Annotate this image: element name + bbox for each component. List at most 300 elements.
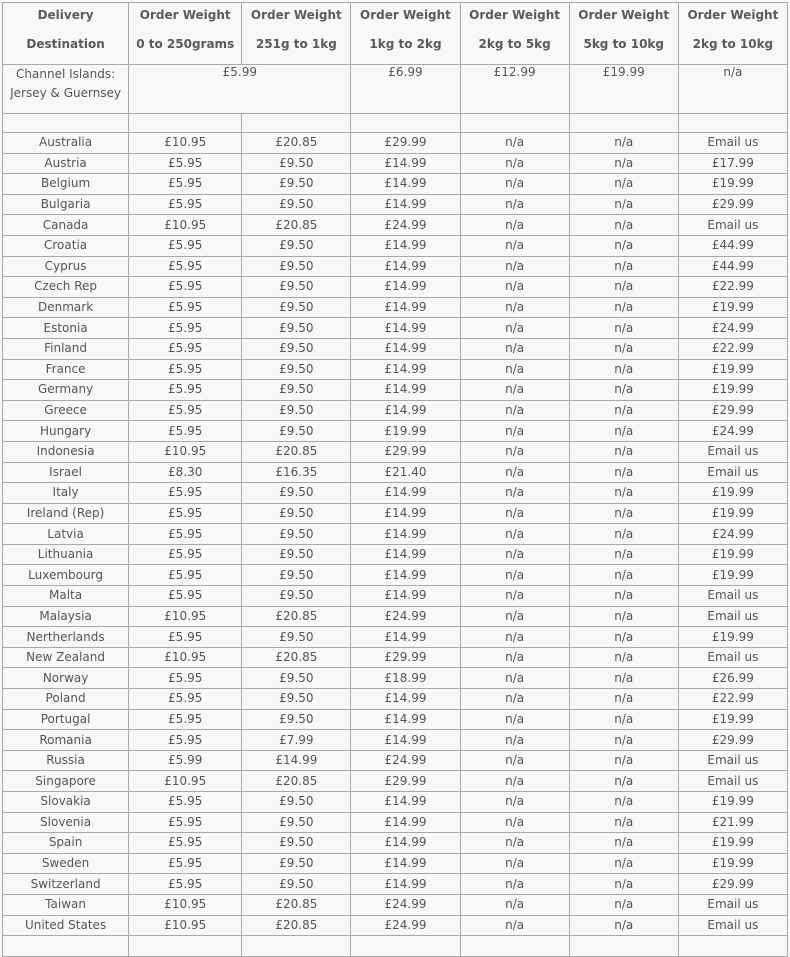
price-cell-1kg-2kg: £29.99 <box>351 771 460 792</box>
price-cell-0-250g: £5.95 <box>129 853 242 874</box>
price-cell-1kg-2kg: £19.99 <box>351 421 460 442</box>
empty-cell <box>569 936 678 957</box>
price-cell-0-250g: £5.95 <box>129 194 242 215</box>
price-cell-1kg-2kg: £14.99 <box>351 153 460 174</box>
price-cell-5kg-10kg: n/a <box>569 750 678 771</box>
destination-cell: Spain <box>3 833 129 854</box>
price-cell-2kg-10kg: £24.99 <box>678 421 787 442</box>
table-row <box>3 627 788 648</box>
price-cell-2kg-10kg: £24.99 <box>678 524 787 545</box>
price-cell-5kg-10kg: n/a <box>569 441 678 462</box>
table-row <box>3 277 788 298</box>
price-cell-2kg-5kg: n/a <box>460 874 569 895</box>
price-cell-251g-1kg: £9.50 <box>242 833 351 854</box>
price-cell-1kg-2kg: £14.99 <box>351 812 460 833</box>
price-cell-2kg-5kg: n/a <box>460 153 569 174</box>
price-cell-2kg-10kg: £19.99 <box>678 792 787 813</box>
price-cell-251g-1kg: £9.50 <box>242 586 351 607</box>
table-row <box>3 586 788 607</box>
price-cell-251g-1kg: £9.50 <box>242 709 351 730</box>
price-cell-1kg-2kg: £14.99 <box>351 277 460 298</box>
price-cell-0-250g: £5.95 <box>129 668 242 689</box>
table-row <box>3 894 788 915</box>
price-cell-1kg-2kg: £14.99 <box>351 380 460 401</box>
price-cell-2kg-10kg: Email us <box>678 441 787 462</box>
price-cell-2kg-10kg: £17.99 <box>678 153 787 174</box>
price-cell-2kg-5kg: n/a <box>460 277 569 298</box>
price-cell-5kg-10kg: n/a <box>569 318 678 339</box>
price-cell-0-250g: £8.30 <box>129 462 242 483</box>
price-cell-0-250g: £5.95 <box>129 174 242 195</box>
price-cell-2kg-5kg: n/a <box>460 441 569 462</box>
destination-cell: New Zealand <box>3 647 129 668</box>
table-row <box>3 792 788 813</box>
destination-cell: Australia <box>3 133 129 154</box>
destination-cell: Greece <box>3 400 129 421</box>
price-cell-0-250g: £10.95 <box>129 215 242 236</box>
price-cell-1kg-2kg: £14.99 <box>351 524 460 545</box>
price-cell-2kg-10kg: Email us <box>678 462 787 483</box>
price-cell-5kg-10kg: n/a <box>569 709 678 730</box>
price-cell-2kg-10kg: £19.99 <box>678 359 787 380</box>
price-cell-2kg-5kg: n/a <box>460 730 569 751</box>
delivery-rates-table <box>2 2 788 957</box>
destination-cell: Croatia <box>3 235 129 256</box>
destination-cell: Bulgaria <box>3 194 129 215</box>
price-cell-0-250g: £5.95 <box>129 235 242 256</box>
price-cell-1kg-2kg: £24.99 <box>351 750 460 771</box>
price-cell-1kg-2kg: £14.99 <box>351 297 460 318</box>
price-cell-251g-1kg: £9.50 <box>242 627 351 648</box>
price-cell-0-250g: £5.95 <box>129 524 242 545</box>
price-cell-2kg-5kg: n/a <box>460 338 569 359</box>
table-row <box>3 153 788 174</box>
destination-cell: Slovenia <box>3 812 129 833</box>
price-cell-2kg-5kg: n/a <box>460 400 569 421</box>
table-row <box>3 812 788 833</box>
price-cell-1kg-2kg: £14.99 <box>351 586 460 607</box>
empty-cell <box>351 114 460 133</box>
price-cell-2kg-10kg: £44.99 <box>678 256 787 277</box>
header-weight-1kg-2kg: Order Weight 1kg to 2kg <box>351 3 460 65</box>
price-cell-2kg-10kg: £19.99 <box>678 833 787 854</box>
destination-cell: Israel <box>3 462 129 483</box>
destination-cell: Canada <box>3 215 129 236</box>
price-cell-1kg-2kg: £14.99 <box>351 792 460 813</box>
price-cell-5kg-10kg: n/a <box>569 689 678 710</box>
price-cell-2kg-10kg: £19.99 <box>678 174 787 195</box>
destination-cell: United States <box>3 915 129 936</box>
price-cell-5kg-10kg: n/a <box>569 586 678 607</box>
price-cell-2kg-10kg: £22.99 <box>678 689 787 710</box>
price-cell-0-250g: £10.95 <box>129 894 242 915</box>
destination-cell: Channel Islands: Jersey & Guernsey <box>3 65 129 114</box>
price-cell-251g-1kg: £9.50 <box>242 318 351 339</box>
price-cell-2kg-5kg: n/a <box>460 359 569 380</box>
price-cell-2kg-5kg: n/a <box>460 235 569 256</box>
price-cell-2kg-5kg: n/a <box>460 503 569 524</box>
price-cell-5kg-10kg: n/a <box>569 194 678 215</box>
price-cell-0-250g: £5.95 <box>129 586 242 607</box>
header-weight-251g-1kg: Order Weight 251g to 1kg <box>242 3 351 65</box>
price-cell-251g-1kg: £9.50 <box>242 503 351 524</box>
destination-cell: Luxembourg <box>3 565 129 586</box>
price-cell-0-250g: £5.95 <box>129 503 242 524</box>
price-cell-5kg-10kg: n/a <box>569 915 678 936</box>
table-row <box>3 359 788 380</box>
table-row <box>3 853 788 874</box>
price-cell-1kg-2kg: £29.99 <box>351 441 460 462</box>
price-cell-5kg-10kg: n/a <box>569 668 678 689</box>
price-cell-1kg-2kg: £14.99 <box>351 689 460 710</box>
price-cell-0-250g: £5.95 <box>129 792 242 813</box>
empty-cell <box>460 114 569 133</box>
price-cell-5kg-10kg: n/a <box>569 462 678 483</box>
price-cell-2kg-5kg: n/a <box>460 421 569 442</box>
price-cell-0-250g: £5.95 <box>129 256 242 277</box>
table-row <box>3 400 788 421</box>
price-cell-2kg-10kg: £19.99 <box>678 709 787 730</box>
table-row <box>3 462 788 483</box>
price-cell-2kg-10kg: £21.99 <box>678 812 787 833</box>
price-cell-2kg-10kg: Email us <box>678 750 787 771</box>
price-cell-0-250g: £5.95 <box>129 565 242 586</box>
destination-cell: Austria <box>3 153 129 174</box>
price-cell-2kg-5kg: n/a <box>460 627 569 648</box>
price-cell-251g-1kg: £20.85 <box>242 894 351 915</box>
price-cell-2kg-10kg: £19.99 <box>678 627 787 648</box>
price-cell-0-250g: £10.95 <box>129 606 242 627</box>
price-cell-251g-1kg: £9.50 <box>242 524 351 545</box>
price-cell-2kg-5kg: n/a <box>460 194 569 215</box>
empty-cell <box>242 114 351 133</box>
price-cell-2kg-5kg: n/a <box>460 915 569 936</box>
table-row <box>3 338 788 359</box>
price-cell-5kg-10kg: n/a <box>569 133 678 154</box>
price-cell-1kg-2kg: £24.99 <box>351 606 460 627</box>
price-cell-2kg-5kg: n/a <box>460 812 569 833</box>
price-cell-251g-1kg: £9.50 <box>242 277 351 298</box>
table-row <box>3 133 788 154</box>
price-cell-1kg-2kg: £14.99 <box>351 874 460 895</box>
price-cell-5kg-10kg: n/a <box>569 421 678 442</box>
price-cell-5kg-10kg: n/a <box>569 853 678 874</box>
price-cell-2kg-10kg: £22.99 <box>678 277 787 298</box>
price-cell-0-250g: £10.95 <box>129 133 242 154</box>
table-row <box>3 647 788 668</box>
destination-cell: Sweden <box>3 853 129 874</box>
price-cell-251g-1kg: £9.50 <box>242 235 351 256</box>
price-cell-1kg-2kg: £14.99 <box>351 730 460 751</box>
price-cell-5kg-10kg: n/a <box>569 503 678 524</box>
price-cell-0-250g: £5.95 <box>129 421 242 442</box>
price-cell-0-250g: £5.95 <box>129 483 242 504</box>
table-row <box>3 421 788 442</box>
table-row <box>3 771 788 792</box>
empty-cell <box>569 114 678 133</box>
price-cell-2kg-10kg: Email us <box>678 215 787 236</box>
price-cell-2kg-10kg: n/a <box>678 65 787 114</box>
empty-cell <box>351 936 460 957</box>
price-cell-251g-1kg: £9.50 <box>242 338 351 359</box>
price-cell-1kg-2kg: £29.99 <box>351 647 460 668</box>
price-cell-2kg-5kg: n/a <box>460 565 569 586</box>
price-cell-251g-1kg: £9.50 <box>242 256 351 277</box>
destination-cell: Poland <box>3 689 129 710</box>
destination-cell: Romania <box>3 730 129 751</box>
price-cell-5kg-10kg: n/a <box>569 647 678 668</box>
table-row <box>3 380 788 401</box>
price-cell-0-250g: £5.95 <box>129 730 242 751</box>
price-cell-1kg-2kg: £29.99 <box>351 133 460 154</box>
destination-cell: Finland <box>3 338 129 359</box>
price-cell-2kg-5kg: n/a <box>460 174 569 195</box>
price-cell-1kg-2kg: £14.99 <box>351 235 460 256</box>
price-cell-2kg-5kg: n/a <box>460 380 569 401</box>
price-cell-2kg-10kg: £44.99 <box>678 235 787 256</box>
price-cell-1kg-2kg: £14.99 <box>351 565 460 586</box>
table-row <box>3 256 788 277</box>
price-cell-5kg-10kg: n/a <box>569 338 678 359</box>
price-cell-251g-1kg: £9.50 <box>242 359 351 380</box>
price-cell-251g-1kg: £9.50 <box>242 194 351 215</box>
price-cell-251g-1kg: £16.35 <box>242 462 351 483</box>
price-cell-2kg-5kg: n/a <box>460 215 569 236</box>
price-cell-2kg-10kg: £19.99 <box>678 565 787 586</box>
price-cell-2kg-5kg: n/a <box>460 318 569 339</box>
price-cell-0-250g: £5.95 <box>129 380 242 401</box>
destination-cell: Germany <box>3 380 129 401</box>
price-cell-2kg-10kg: Email us <box>678 915 787 936</box>
price-cell-5kg-10kg: n/a <box>569 544 678 565</box>
price-cell-2kg-5kg: n/a <box>460 133 569 154</box>
price-cell-5kg-10kg: n/a <box>569 153 678 174</box>
price-cell-0-250g: £5.95 <box>129 400 242 421</box>
price-cell-5kg-10kg: n/a <box>569 792 678 813</box>
price-cell-251g-1kg: £9.50 <box>242 812 351 833</box>
price-cell-1kg-2kg: £14.99 <box>351 359 460 380</box>
header-weight-5kg-10kg: Order Weight 5kg to 10kg <box>569 3 678 65</box>
price-cell-251g-1kg: £9.50 <box>242 153 351 174</box>
price-cell-2kg-5kg: n/a <box>460 606 569 627</box>
price-cell-0-250g: £5.95 <box>129 709 242 730</box>
price-cell-5kg-10kg: n/a <box>569 812 678 833</box>
price-cell-0-250g: £5.95 <box>129 338 242 359</box>
price-cell-0-250g: £5.95 <box>129 833 242 854</box>
price-cell-0-250g: £5.95 <box>129 812 242 833</box>
price-cell-5kg-10kg: n/a <box>569 215 678 236</box>
table-row <box>3 730 788 751</box>
price-cell-2kg-5kg: n/a <box>460 544 569 565</box>
price-cell-1kg-2kg: £18.99 <box>351 668 460 689</box>
price-cell-251g-1kg: £9.50 <box>242 400 351 421</box>
price-cell-up-to-1kg: £5.99 <box>129 65 351 114</box>
table-header-row <box>3 3 788 65</box>
price-cell-2kg-10kg: £19.99 <box>678 297 787 318</box>
price-cell-1kg-2kg: £14.99 <box>351 709 460 730</box>
price-cell-1kg-2kg: £24.99 <box>351 215 460 236</box>
price-cell-1kg-2kg: £14.99 <box>351 544 460 565</box>
price-cell-2kg-5kg: n/a <box>460 853 569 874</box>
price-cell-0-250g: £5.99 <box>129 750 242 771</box>
table-row <box>3 709 788 730</box>
price-cell-1kg-2kg: £14.99 <box>351 833 460 854</box>
price-cell-0-250g: £5.95 <box>129 689 242 710</box>
price-cell-0-250g: £5.95 <box>129 297 242 318</box>
destination-cell: Singapore <box>3 771 129 792</box>
price-cell-1kg-2kg: £14.99 <box>351 503 460 524</box>
price-cell-2kg-5kg: n/a <box>460 668 569 689</box>
price-cell-1kg-2kg: £6.99 <box>351 65 460 114</box>
price-cell-5kg-10kg: £19.99 <box>569 65 678 114</box>
header-delivery-destination: Delivery Destination <box>3 3 129 65</box>
price-cell-1kg-2kg: £14.99 <box>351 338 460 359</box>
price-cell-251g-1kg: £20.85 <box>242 133 351 154</box>
destination-cell: Taiwan <box>3 894 129 915</box>
destination-cell: Ireland (Rep) <box>3 503 129 524</box>
header-weight-2kg-10kg: Order Weight 2kg to 10kg <box>678 3 787 65</box>
destination-cell: Latvia <box>3 524 129 545</box>
destination-cell: Cyprus <box>3 256 129 277</box>
price-cell-2kg-10kg: Email us <box>678 586 787 607</box>
price-cell-251g-1kg: £7.99 <box>242 730 351 751</box>
price-cell-251g-1kg: £9.50 <box>242 874 351 895</box>
destination-cell: Switzerland <box>3 874 129 895</box>
table-row <box>3 524 788 545</box>
table-row <box>3 194 788 215</box>
price-cell-251g-1kg: £9.50 <box>242 483 351 504</box>
destination-cell: Norway <box>3 668 129 689</box>
price-cell-2kg-5kg: n/a <box>460 689 569 710</box>
price-cell-2kg-10kg: £26.99 <box>678 668 787 689</box>
empty-cell <box>460 936 569 957</box>
price-cell-5kg-10kg: n/a <box>569 297 678 318</box>
empty-cell <box>129 114 242 133</box>
destination-cell: France <box>3 359 129 380</box>
price-cell-5kg-10kg: n/a <box>569 400 678 421</box>
price-cell-2kg-10kg: £22.99 <box>678 338 787 359</box>
price-cell-5kg-10kg: n/a <box>569 565 678 586</box>
table-row <box>3 441 788 462</box>
price-cell-2kg-5kg: n/a <box>460 462 569 483</box>
price-cell-5kg-10kg: n/a <box>569 359 678 380</box>
table-row <box>3 750 788 771</box>
spacer-row <box>3 114 788 133</box>
price-cell-2kg-10kg: £29.99 <box>678 730 787 751</box>
price-cell-5kg-10kg: n/a <box>569 771 678 792</box>
price-cell-251g-1kg: £20.85 <box>242 441 351 462</box>
price-cell-5kg-10kg: n/a <box>569 380 678 401</box>
header-weight-2kg-5kg: Order Weight 2kg to 5kg <box>460 3 569 65</box>
table-row <box>3 503 788 524</box>
price-cell-2kg-5kg: n/a <box>460 894 569 915</box>
price-cell-2kg-10kg: £19.99 <box>678 544 787 565</box>
price-cell-2kg-10kg: Email us <box>678 606 787 627</box>
empty-cell <box>678 114 787 133</box>
destination-cell: Slovakia <box>3 792 129 813</box>
price-cell-1kg-2kg: £14.99 <box>351 483 460 504</box>
price-cell-2kg-10kg: £19.99 <box>678 503 787 524</box>
destination-cell: Malaysia <box>3 606 129 627</box>
price-cell-2kg-10kg: Email us <box>678 771 787 792</box>
price-cell-251g-1kg: £20.85 <box>242 647 351 668</box>
price-cell-1kg-2kg: £24.99 <box>351 915 460 936</box>
price-cell-251g-1kg: £9.50 <box>242 689 351 710</box>
destination-cell: Hungary <box>3 421 129 442</box>
price-cell-1kg-2kg: £14.99 <box>351 174 460 195</box>
price-cell-251g-1kg: £9.50 <box>242 792 351 813</box>
price-cell-2kg-5kg: n/a <box>460 483 569 504</box>
table-row <box>3 318 788 339</box>
price-cell-2kg-10kg: Email us <box>678 647 787 668</box>
price-cell-251g-1kg: £20.85 <box>242 771 351 792</box>
table-row <box>3 483 788 504</box>
price-cell-5kg-10kg: n/a <box>569 277 678 298</box>
price-cell-1kg-2kg: £14.99 <box>351 318 460 339</box>
empty-cell <box>678 936 787 957</box>
empty-cell <box>3 936 129 957</box>
channel-islands-row <box>3 65 788 114</box>
table-row <box>3 215 788 236</box>
price-cell-5kg-10kg: n/a <box>569 235 678 256</box>
price-cell-2kg-10kg: Email us <box>678 894 787 915</box>
price-cell-0-250g: £10.95 <box>129 915 242 936</box>
table-row <box>3 915 788 936</box>
price-cell-2kg-10kg: £24.99 <box>678 318 787 339</box>
price-cell-0-250g: £5.95 <box>129 277 242 298</box>
price-cell-1kg-2kg: £24.99 <box>351 894 460 915</box>
table-row <box>3 235 788 256</box>
price-cell-5kg-10kg: n/a <box>569 730 678 751</box>
table-row <box>3 544 788 565</box>
price-cell-251g-1kg: £9.50 <box>242 565 351 586</box>
price-cell-0-250g: £5.95 <box>129 318 242 339</box>
price-cell-251g-1kg: £9.50 <box>242 174 351 195</box>
price-cell-2kg-5kg: n/a <box>460 833 569 854</box>
price-cell-2kg-5kg: n/a <box>460 256 569 277</box>
destination-cell: Malta <box>3 586 129 607</box>
price-cell-0-250g: £10.95 <box>129 441 242 462</box>
destination-cell: Portugal <box>3 709 129 730</box>
price-cell-2kg-5kg: n/a <box>460 771 569 792</box>
price-cell-251g-1kg: £9.50 <box>242 421 351 442</box>
price-cell-1kg-2kg: £14.99 <box>351 853 460 874</box>
price-cell-251g-1kg: £9.50 <box>242 668 351 689</box>
price-cell-5kg-10kg: n/a <box>569 874 678 895</box>
price-cell-2kg-5kg: n/a <box>460 297 569 318</box>
price-cell-2kg-10kg: £19.99 <box>678 483 787 504</box>
price-cell-5kg-10kg: n/a <box>569 833 678 854</box>
price-cell-2kg-10kg: Email us <box>678 133 787 154</box>
table-row <box>3 297 788 318</box>
price-cell-2kg-5kg: n/a <box>460 750 569 771</box>
price-cell-2kg-10kg: £29.99 <box>678 194 787 215</box>
table-row <box>3 689 788 710</box>
price-cell-2kg-5kg: n/a <box>460 647 569 668</box>
price-cell-0-250g: £5.95 <box>129 153 242 174</box>
price-cell-1kg-2kg: £14.99 <box>351 194 460 215</box>
price-cell-5kg-10kg: n/a <box>569 174 678 195</box>
price-cell-2kg-10kg: £29.99 <box>678 400 787 421</box>
price-cell-2kg-5kg: n/a <box>460 586 569 607</box>
destination-cell: Lithuania <box>3 544 129 565</box>
price-cell-1kg-2kg: £14.99 <box>351 256 460 277</box>
price-cell-5kg-10kg: n/a <box>569 627 678 648</box>
price-cell-0-250g: £5.95 <box>129 359 242 380</box>
price-cell-251g-1kg: £20.85 <box>242 915 351 936</box>
price-cell-251g-1kg: £14.99 <box>242 750 351 771</box>
table-row <box>3 174 788 195</box>
